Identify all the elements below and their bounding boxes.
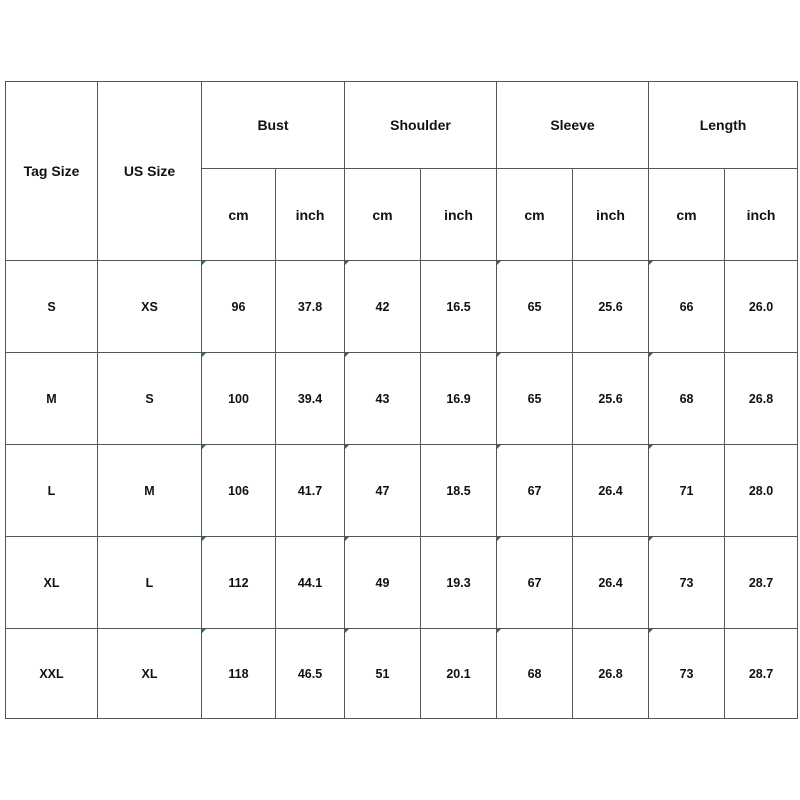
- bust-inch-cell: 41.7: [276, 445, 345, 537]
- us-size-cell: XS: [98, 261, 202, 353]
- bust-cm-cell: 106: [202, 445, 276, 537]
- shoulder-cm-cell: 43: [345, 353, 421, 445]
- shoulder-cm-cell: 51: [345, 629, 421, 719]
- tag-size-cell: XL: [6, 537, 98, 629]
- table-row: [6, 353, 798, 445]
- us-size-header: US Size: [98, 82, 202, 261]
- unit-header: inch: [421, 169, 497, 261]
- length-inch-cell: 28.0: [725, 445, 798, 537]
- us-size-cell: XL: [98, 629, 202, 719]
- us-size-cell: L: [98, 537, 202, 629]
- unit-header: inch: [725, 169, 798, 261]
- bust-cm-cell: 112: [202, 537, 276, 629]
- us-size-cell: S: [98, 353, 202, 445]
- sleeve-inch-cell: 25.6: [573, 353, 649, 445]
- bust-cm-cell: 100: [202, 353, 276, 445]
- unit-header: inch: [573, 169, 649, 261]
- size-chart-table: [5, 81, 798, 719]
- sleeve-cm-cell: 68: [497, 629, 573, 719]
- sleeve-inch-cell: 26.8: [573, 629, 649, 719]
- sleeve-inch-cell: 25.6: [573, 261, 649, 353]
- length-inch-cell: 26.0: [725, 261, 798, 353]
- bust-header: Bust: [202, 82, 345, 169]
- bust-inch-cell: 39.4: [276, 353, 345, 445]
- sleeve-cm-cell: 65: [497, 353, 573, 445]
- shoulder-inch-cell: 19.3: [421, 537, 497, 629]
- tag-size-cell: S: [6, 261, 98, 353]
- length-inch-cell: 28.7: [725, 537, 798, 629]
- length-cm-cell: 71: [649, 445, 725, 537]
- shoulder-header: Shoulder: [345, 82, 497, 169]
- table-row: [6, 537, 798, 629]
- unit-header: cm: [497, 169, 573, 261]
- sleeve-inch-cell: 26.4: [573, 537, 649, 629]
- length-cm-cell: 68: [649, 353, 725, 445]
- table-row: [6, 261, 798, 353]
- bust-cm-cell: 96: [202, 261, 276, 353]
- sleeve-cm-cell: 67: [497, 537, 573, 629]
- unit-header: cm: [345, 169, 421, 261]
- unit-header: inch: [276, 169, 345, 261]
- shoulder-cm-cell: 42: [345, 261, 421, 353]
- bust-inch-cell: 44.1: [276, 537, 345, 629]
- sleeve-header: Sleeve: [497, 82, 649, 169]
- length-cm-cell: 73: [649, 629, 725, 719]
- length-inch-cell: 26.8: [725, 353, 798, 445]
- table-row: [6, 629, 798, 719]
- tag-size-cell: XXL: [6, 629, 98, 719]
- shoulder-inch-cell: 16.5: [421, 261, 497, 353]
- shoulder-cm-cell: 49: [345, 537, 421, 629]
- shoulder-inch-cell: 16.9: [421, 353, 497, 445]
- shoulder-inch-cell: 18.5: [421, 445, 497, 537]
- sleeve-cm-cell: 67: [497, 445, 573, 537]
- length-header: Length: [649, 82, 798, 169]
- tag-size-cell: M: [6, 353, 98, 445]
- length-cm-cell: 66: [649, 261, 725, 353]
- shoulder-cm-cell: 47: [345, 445, 421, 537]
- unit-header: cm: [202, 169, 276, 261]
- sleeve-inch-cell: 26.4: [573, 445, 649, 537]
- tag-size-header: Tag Size: [6, 82, 98, 261]
- bust-inch-cell: 46.5: [276, 629, 345, 719]
- header-row-groups: [6, 82, 798, 169]
- unit-header: cm: [649, 169, 725, 261]
- us-size-cell: M: [98, 445, 202, 537]
- shoulder-inch-cell: 20.1: [421, 629, 497, 719]
- length-cm-cell: 73: [649, 537, 725, 629]
- length-inch-cell: 28.7: [725, 629, 798, 719]
- bust-cm-cell: 118: [202, 629, 276, 719]
- tag-size-cell: L: [6, 445, 98, 537]
- table-row: [6, 445, 798, 537]
- sleeve-cm-cell: 65: [497, 261, 573, 353]
- bust-inch-cell: 37.8: [276, 261, 345, 353]
